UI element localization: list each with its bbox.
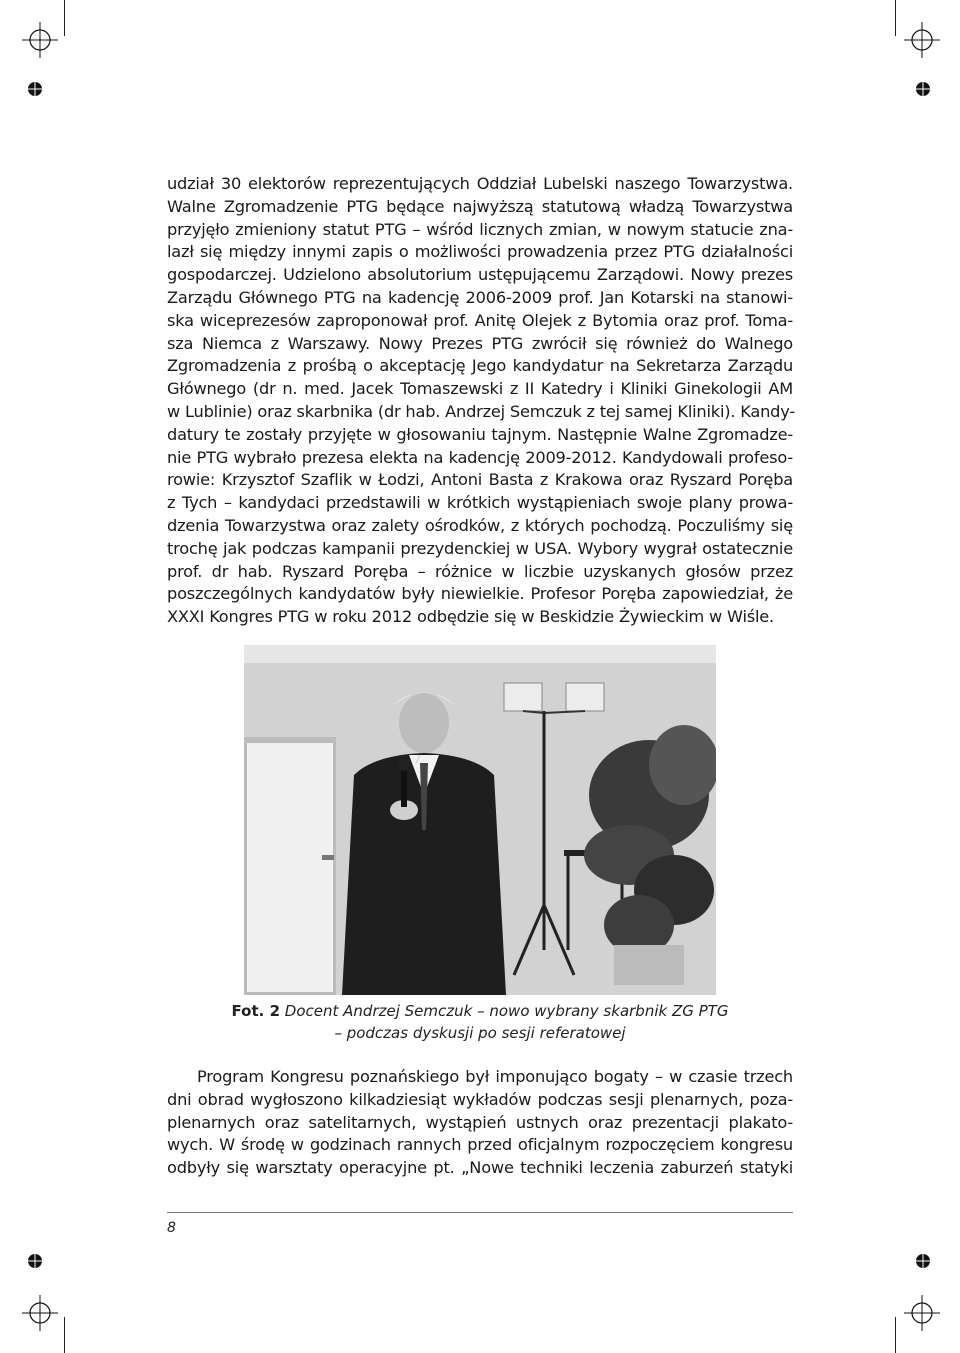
- trim-line-bottom-left: [64, 1317, 65, 1353]
- crop-mark-left-top: [24, 78, 46, 100]
- text-line: wych. W środę w godzinach rannych przed oficjalnym rozpoczęciem kongresu: [167, 1135, 793, 1155]
- text-line: przyjęło zmieniony statut PTG – wśród licznych zmian, w nowym statucie zna-: [167, 219, 793, 239]
- caption-line-2: – podczas dyskusji po sesji referatowej: [334, 1024, 626, 1042]
- text-line: gospodarczej. Udzielono absolutorium ustępującemu Zarządowi. Nowy prezes: [167, 265, 793, 285]
- photo-illustration: [244, 645, 716, 995]
- text-line: plenarnych oraz satelitarnych, wystąpień ustnych oraz prezentacji plakato-: [167, 1112, 793, 1132]
- text-line: XXXI Kongres PTG w roku 2012 odbędzie się w Beskidzie Żywieckim w Wiśle.: [167, 607, 774, 627]
- registration-mark-top-right: [902, 20, 942, 60]
- crop-mark-left-bottom: [24, 1250, 46, 1272]
- trim-line-top-right: [895, 0, 896, 36]
- text-line: Program Kongresu poznańskiego był imponująco bogaty – w czasie trzech: [197, 1067, 793, 1086]
- text-line: lazł się między innymi zapis o możliwości prowadzenia przez PTG działalności: [167, 242, 793, 262]
- trim-line-top-left: [64, 0, 65, 36]
- text-line: ska wiceprezesów zaproponował prof. Anitę Olejek z Bytomia oraz prof. Toma-: [167, 310, 793, 330]
- photo-speaker: [244, 645, 716, 995]
- text-line: odbyły się warsztaty operacyjne pt. „Nowe techniki leczenia zaburzeń statyki: [167, 1158, 793, 1178]
- text-line: prof. dr hab. Ryszard Poręba – różnice w liczbie uzyskanych głosów przez: [167, 561, 793, 581]
- registration-mark-top-left: [20, 20, 60, 60]
- page-number: 8: [167, 1220, 176, 1236]
- body-paragraph-2: [167, 1066, 793, 1180]
- body-paragraph-1: [167, 173, 793, 629]
- text-line: trochę jak podczas kampanii prezydenckiej w USA. Wybory wygrał ostatecznie: [167, 538, 793, 558]
- crop-mark-right-top: [912, 78, 934, 100]
- text-line: udział 30 elektorów reprezentujących Oddział Lubelski naszego Towarzystwa.: [167, 174, 793, 193]
- text-line: Zarządu Głównego PTG na kadencję 2006-2009 prof. Jan Kotarski na stanowi-: [167, 287, 793, 307]
- text-line: sza Niemca z Warszawy. Nowy Prezes PTG zwrócił się również do Walnego: [167, 333, 793, 353]
- registration-mark-bottom-right: [902, 1293, 942, 1333]
- text-line: dzenia Towarzystwa oraz zalety ośrodków, z których pochodzą. Poczuliśmy się: [167, 515, 793, 535]
- footer-rule: [167, 1212, 793, 1213]
- text-line: nie PTG wybrało prezesa elekta na kadencję 2009-2012. Kandydowali profeso-: [167, 447, 793, 467]
- caption-label: Fot. 2: [231, 1002, 281, 1020]
- text-line: Głównego (dr n. med. Jacek Tomaszewski z II Katedry i Kliniki Ginekologii AM: [167, 379, 793, 399]
- crop-mark-right-bottom: [912, 1250, 934, 1272]
- registration-mark-bottom-left: [20, 1293, 60, 1333]
- text-line: z Tych – kandydaci przedstawili w krótkich wystąpieniach swoje plany prowa-: [167, 493, 793, 513]
- text-line: dni obrad wygłoszono kilkadziesiąt wykładów podczas sesji plenarnych, poza-: [167, 1089, 793, 1109]
- trim-line-bottom-right: [895, 1317, 896, 1353]
- text-line: Zgromadzenia z prośbą o akceptację Jego kandydatur na Sekretarza Zarządu: [167, 356, 793, 376]
- text-line: datury te zostały przyjęte w głosowaniu tajnym. Następnie Walne Zgromadze-: [167, 424, 793, 444]
- text-line: poszczególnych kandydatów były niewielkie. Profesor Poręba zapowiedział, że: [167, 584, 793, 604]
- text-line: rowie: Krzysztof Szaflik w Łodzi, Antoni Basta z Krakowa oraz Ryszard Poręba: [167, 470, 793, 490]
- photo-caption: [167, 1000, 793, 1044]
- text-line: Walne Zgromadzenie PTG będące najwyższą statutową władzą Towarzystwa: [167, 196, 793, 216]
- caption-line-1: Docent Andrzej Semczuk – nowo wybrany skarbnik ZG PTG: [284, 1002, 729, 1020]
- text-line: w Lublinie) oraz skarbnika (dr hab. Andrzej Semczuk z tej samej Kliniki). Kandy-: [167, 401, 795, 421]
